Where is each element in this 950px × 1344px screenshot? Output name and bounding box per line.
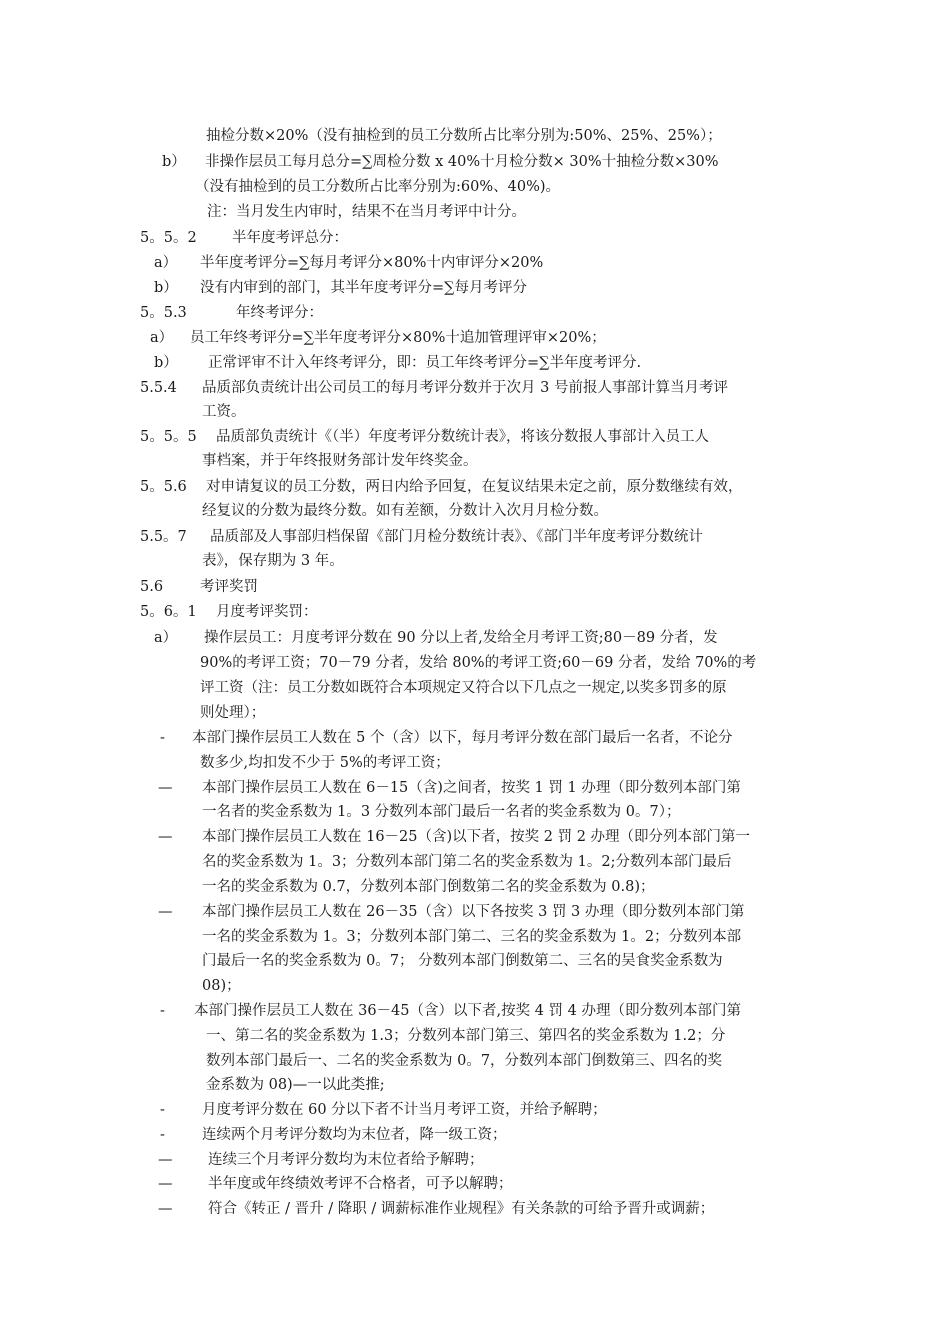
section-number: 5.5.4 xyxy=(140,380,177,396)
text-line: 08)； xyxy=(202,978,241,994)
bullet-dash: — xyxy=(158,780,173,796)
text-line: 则处理）； xyxy=(200,705,266,721)
text-line: 连续两个月考评分数均为末位者，降一级工资； xyxy=(202,1127,507,1143)
bullet-dash: — xyxy=(158,904,173,920)
text-line: 员工年终考评分=∑半年度考评分×80%十追加管理评审×20%； xyxy=(190,330,606,346)
bullet-dash: — xyxy=(158,1201,173,1217)
text-line: 抽检分数×20%（没有抽检到的员工分数所占比率分别为:50%、25%、25%）； xyxy=(206,128,722,144)
text-line: 本部门操作层员工人数在 6－15（含)之间者，按奖 1 罚 1 办理（即分数列本部门第 xyxy=(202,780,741,796)
list-marker: b） xyxy=(154,355,178,371)
section-number: 5。5。2 xyxy=(140,230,197,246)
text-line: 品质部及人事部归档保留《部门月检分数统计表》、《部门半年度考评分数统计 xyxy=(210,529,703,545)
text-line: 一、第二名的奖金系数为 1.3；分数列本部门第三、第四名的奖金系数为 1.2；分 xyxy=(206,1028,726,1044)
list-marker: b） xyxy=(162,154,186,170)
text-line: （没有抽检到的员工分数所占比率分别为:60%、40%)。 xyxy=(195,179,560,195)
section-number: 5.5。7 xyxy=(140,529,187,545)
bullet-dash: - xyxy=(160,1003,165,1019)
section-heading: 半年度考评总分： xyxy=(232,230,348,246)
bullet-dash: — xyxy=(158,829,173,845)
text-line: 一名的奖金系数为 1。3；分数列本部门第二、三名的奖金系数为 1。2；分数列本部 xyxy=(202,929,742,945)
text-line: 一名的奖金系数为 0.7，分数列本部门倒数第二名的奖金系数为 0.8)； xyxy=(202,879,655,895)
bullet-dash: — xyxy=(158,1176,173,1192)
text-line: 连续三个月考评分数均为末位者给予解聘； xyxy=(208,1152,484,1168)
text-line: 品质部负责统计《（半）年度考评分数统计表》，将该分数报人事部计入员工人 xyxy=(216,429,709,445)
text-line: 月度考评分数在 60 分以下者不计当月考评工资，并给予解聘； xyxy=(202,1102,607,1118)
text-line: 一名者的奖金系数为 1。3 分数列本部门最后一名者的奖金系数为 0。7）； xyxy=(202,804,681,820)
text-line: 没有内审到的部门，其半年度考评分=∑每月考评分 xyxy=(200,280,527,296)
text-line: 名的奖金系数为 1。3；分数列本部门第二名的奖金系数为 1。2;分数列本部门最后 xyxy=(202,854,732,870)
text-line: 正常评审不计入年终考评分，即：员工年终考评分=∑半年度考评分. xyxy=(208,355,642,371)
list-marker: a） xyxy=(154,630,178,646)
text-line: 本部门操作层员工人数在 26－35（含）以下各按奖 3 罚 3 办理（即分数列本部门第 xyxy=(202,904,745,920)
text-line: 事档案，并于年终报财务部计发年终奖金。 xyxy=(202,453,478,469)
text-line: 非操作层员工每月总分=∑周检分数 x 40%十月检分数× 30%十抽检分数×30% xyxy=(205,154,719,170)
bullet-dash: - xyxy=(160,1127,165,1143)
bullet-dash: - xyxy=(160,1102,165,1118)
text-line: 操作层员工：月度考评分数在 90 分以上者,发给全月考评工资;80－89 分者，发 xyxy=(204,630,718,646)
section-heading: 年终考评分： xyxy=(236,305,323,321)
text-line: 符合《转正 / 晋升 / 降职 / 调薪标准作业规程》有关条款的可给予晋升或调薪； xyxy=(208,1201,715,1217)
bullet-dash: — xyxy=(158,1152,173,1168)
section-heading: 考评奖罚 xyxy=(200,579,258,595)
text-line: 品质部负责统计出公司员工的每月考评分数并于次月 3 号前报人事部计算当月考评 xyxy=(202,380,728,396)
text-line: 本部门操作层员工人数在 36－45（含）以下者,按奖 4 罚 4 办理（即分数列本部门第 xyxy=(194,1003,742,1019)
text-line: 评工资（注：员工分数如既符合本项规定又符合以下几点之一规定,以奖多罚多的原 xyxy=(200,680,727,696)
text-line: 注：当月发生内审时，结果不在当月考评中计分。 xyxy=(207,204,526,220)
text-line: 经复议的分数为最终分数。如有差额，分数计入次月月检分数。 xyxy=(202,503,608,519)
text-line: 本部门操作层员工人数在 5 个（含）以下，每月考评分数在部门最后一名者，不论分 xyxy=(192,730,733,746)
section-number: 5。6。1 xyxy=(140,604,197,620)
list-marker: a） xyxy=(154,255,178,271)
text-line: 本部门操作层员工人数在 16－25（含)以下者，按奖 2 罚 2 办理（即分列本部门第一 xyxy=(202,829,751,845)
section-heading: 月度考评奖罚： xyxy=(216,604,318,620)
section-number: 5。5。5 xyxy=(140,429,197,445)
text-line: 工资。 xyxy=(202,404,246,420)
section-number: 5。5.3 xyxy=(140,305,187,321)
text-line: 门最后一名的奖金系数为 0。7； 分数列本部门倒数第二、三名的吴食奖金系数为 xyxy=(202,953,723,969)
text-line: 90%的考评工资；70－79 分者，发给 80%的考评工资;60－69 分者，发给 70%的考 xyxy=(200,655,757,671)
text-line: 表》，保存期为 3 年。 xyxy=(202,553,344,569)
text-line: 半年度考评分=∑每月考评分×80%十内审评分×20% xyxy=(200,255,544,271)
section-number: 5。5.6 xyxy=(140,479,187,495)
text-line: 金系数为 08)—一以此类推; xyxy=(206,1077,385,1093)
list-marker: a） xyxy=(150,330,174,346)
text-line: 数列本部门最后一、二名的奖金系数为 0。7，分数列本部门倒数第三、四名的奖 xyxy=(206,1053,723,1069)
text-line: 数多少,均扣发不少于 5%的考评工资； xyxy=(200,755,450,771)
section-number: 5.6 xyxy=(140,579,164,595)
text-line: 半年度或年终绩效考评不合格者，可予以解聘； xyxy=(208,1176,513,1192)
bullet-dash: - xyxy=(160,730,165,746)
list-marker: b） xyxy=(154,280,178,296)
text-line: 对申请复议的员工分数，两日内给予回复，在复议结果未定之前，原分数继续有效， xyxy=(206,479,743,495)
